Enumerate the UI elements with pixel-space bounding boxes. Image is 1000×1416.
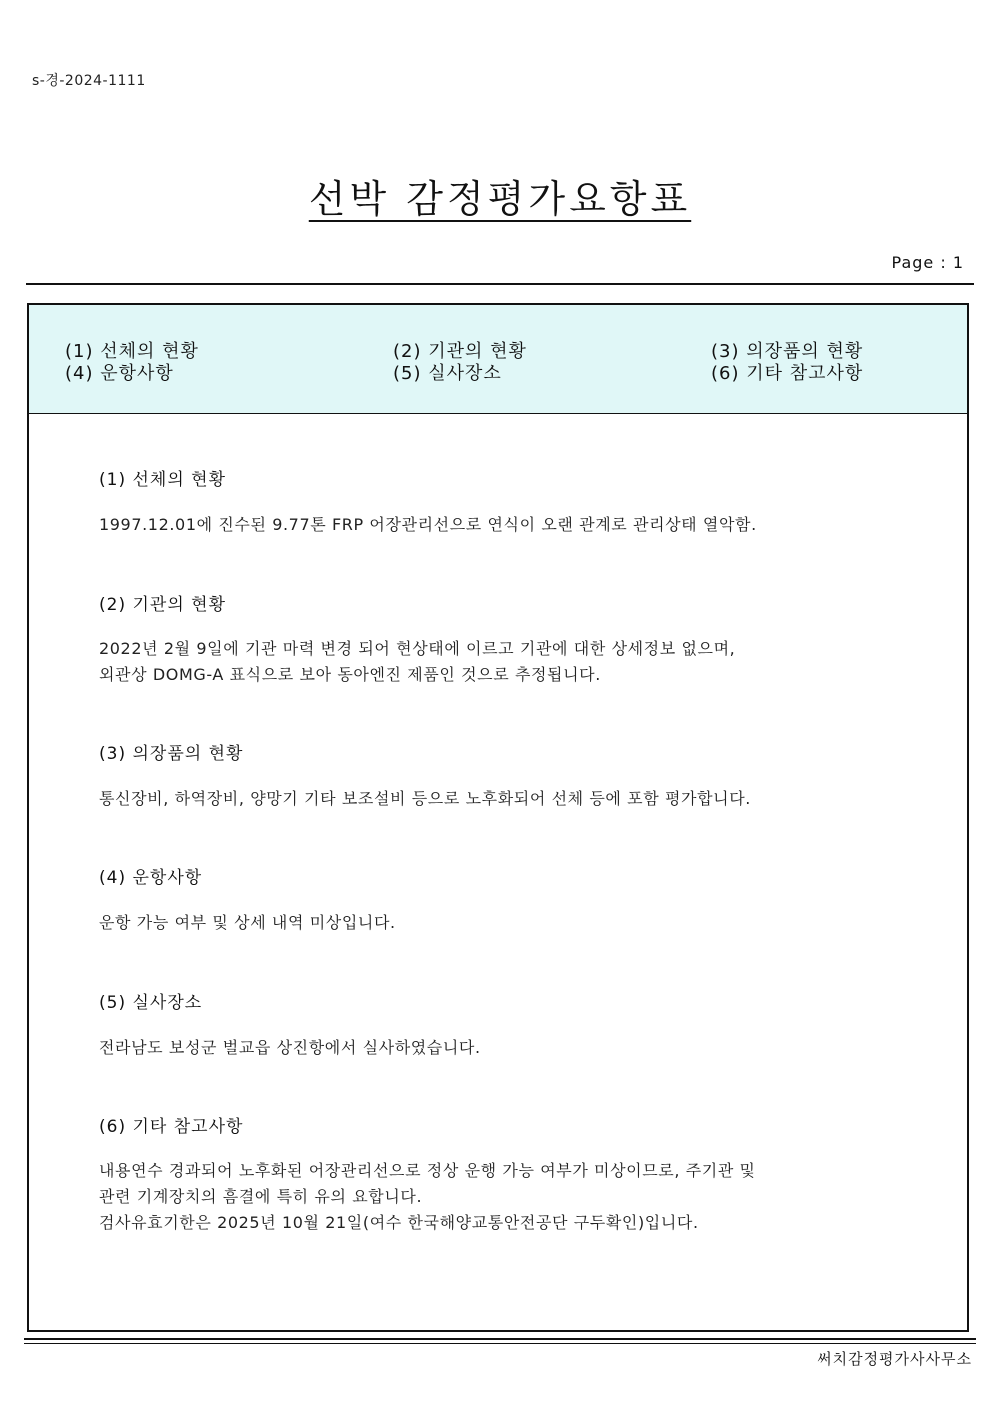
section-body-engine <box>99 636 735 688</box>
toc-item-engine: (2) 기관의 현황 <box>393 341 527 362</box>
toc-item-remarks: (6) 기타 참고사항 <box>711 363 864 384</box>
section-line: 2022년 2월 9일에 기관 마력 변경 되어 현상태에 이르고 기관에 대한 상세정보 없으며, <box>99 639 736 658</box>
section-body-remarks <box>99 1158 756 1236</box>
section-heading-inspection-site: (5) 실사장소 <box>99 993 203 1013</box>
document-title-text: 선박 감정평가요항표 <box>308 177 692 221</box>
section-line: 관련 기계장치의 흠결에 특히 유의 요합니다. <box>99 1187 423 1206</box>
section-heading-equipment: (3) 의장품의 현황 <box>99 744 244 764</box>
section-line: 외관상 DOMG-A 표식으로 보아 동아엔진 제품인 것으로 추정됩니다. <box>99 665 601 684</box>
document-title <box>0 168 1000 223</box>
section-body-hull <box>99 512 757 538</box>
bottom-divider <box>24 1338 976 1340</box>
bottom-divider-thin <box>24 1343 976 1344</box>
toc-item-equipment: (3) 의장품의 현황 <box>711 341 864 362</box>
section-line: 전라남도 보성군 벌교읍 상진항에서 실사하였습니다. <box>99 1038 481 1057</box>
section-line: 1997.12.01에 진수된 9.77톤 FRP 어장관리선으로 연식이 오랜 관계로 관리상태 열악함. <box>99 515 757 534</box>
toc-item-inspection-site: (5) 실사장소 <box>393 363 502 384</box>
section-body-inspection-site <box>99 1035 481 1061</box>
content-frame <box>27 303 969 1332</box>
section-line: 내용연수 경과되어 노후화된 어장관리선으로 정상 운행 가능 여부가 미상이므로, 주기관 및 <box>99 1161 756 1180</box>
section-heading-engine: (2) 기관의 현황 <box>99 595 226 615</box>
page-label: Page : 1 <box>891 253 964 272</box>
table-of-contents <box>29 305 967 414</box>
toc-item-operation: (4) 운항사항 <box>65 363 174 384</box>
section-heading-operation: (4) 운항사항 <box>99 868 203 888</box>
section-line: 검사유효기한은 2025년 10월 21일(여수 한국해양교통안전공단 구두확인)입니다. <box>99 1213 699 1232</box>
section-body-operation <box>99 910 396 936</box>
top-divider <box>26 283 974 285</box>
section-heading-hull: (1) 선체의 현황 <box>99 470 226 490</box>
section-line: 운항 가능 여부 및 상세 내역 미상입니다. <box>99 913 396 932</box>
toc-item-hull: (1) 선체의 현황 <box>65 341 199 362</box>
section-heading-remarks: (6) 기타 참고사항 <box>99 1117 244 1137</box>
office-name: 써치감정평가사사무소 <box>817 1350 972 1368</box>
section-body-equipment <box>99 786 751 812</box>
document-id: s-경-2024-1111 <box>32 73 146 89</box>
section-line: 통신장비, 하역장비, 양망기 기타 보조설비 등으로 노후화되어 선체 등에 포함 평가합니다. <box>99 789 751 808</box>
